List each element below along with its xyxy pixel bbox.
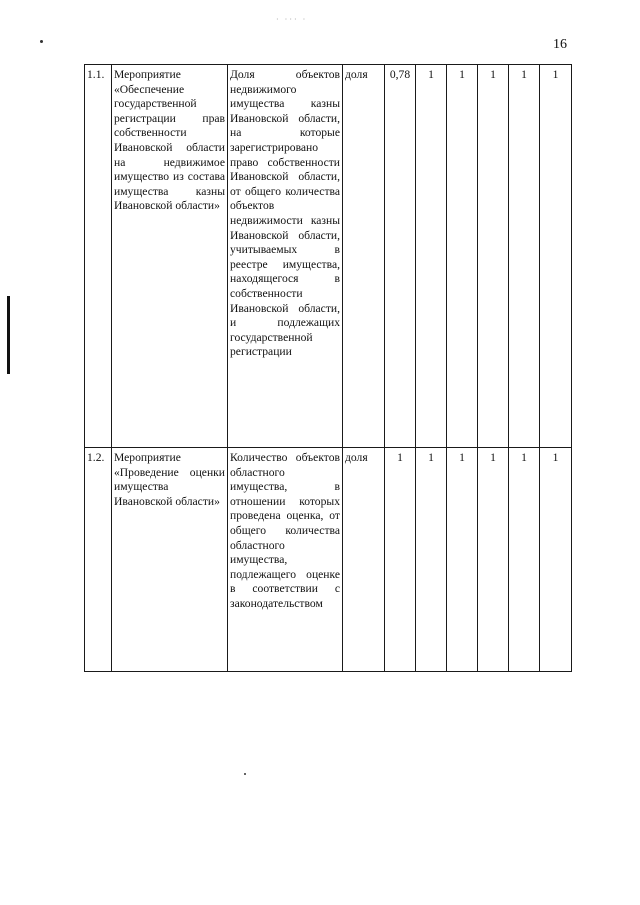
scan-dot bbox=[244, 773, 246, 775]
value-cell: 1 bbox=[540, 448, 572, 672]
measure-cell: Мероприятие «Обеспечение государственной регистрации прав собственности Ивановской области на недвижимое имущество из состава имущества казны Ивановской области» bbox=[112, 65, 228, 448]
value-cell: 1 bbox=[540, 65, 572, 448]
scan-dot bbox=[40, 40, 43, 43]
page-number: 16 bbox=[553, 37, 567, 52]
scan-smudge: · ··· · bbox=[276, 15, 308, 24]
value-cell: 1 bbox=[416, 65, 447, 448]
measure-cell: Мероприятие «Проведение оценки имущества Ивановской области» bbox=[112, 448, 228, 672]
row-number: 1.2. bbox=[85, 448, 112, 672]
value-cell: 1 bbox=[385, 448, 416, 672]
unit-cell: доля bbox=[343, 65, 385, 448]
value-cell: 1 bbox=[478, 65, 509, 448]
measures-table bbox=[84, 64, 572, 672]
value-cell: 0,78 bbox=[385, 65, 416, 448]
scan-margin-mark bbox=[7, 296, 10, 374]
value-cell: 1 bbox=[509, 448, 540, 672]
indicator-cell: Доля объектов недвижимого имущества казны Ивановской области, на которые зарегистрировано право собственности Ивановской области, от общего количества объектов недвижимости казны Ивановской области, учитываемых в реестре имущества, находящегося в собственности Ивановской области, и подлежащих государственной регистрации bbox=[228, 65, 343, 448]
table-row bbox=[85, 65, 572, 448]
value-cell: 1 bbox=[509, 65, 540, 448]
value-cell: 1 bbox=[447, 65, 478, 448]
value-cell: 1 bbox=[447, 448, 478, 672]
value-cell: 1 bbox=[478, 448, 509, 672]
table-row bbox=[85, 448, 572, 672]
value-cell: 1 bbox=[416, 448, 447, 672]
row-number: 1.1. bbox=[85, 65, 112, 448]
unit-cell: доля bbox=[343, 448, 385, 672]
indicator-cell: Количество объектов областного имущества, в отношении которых проведена оценка, от общего количества областного имущества, подлежащего оценке в соответствии с законодательством bbox=[228, 448, 343, 672]
